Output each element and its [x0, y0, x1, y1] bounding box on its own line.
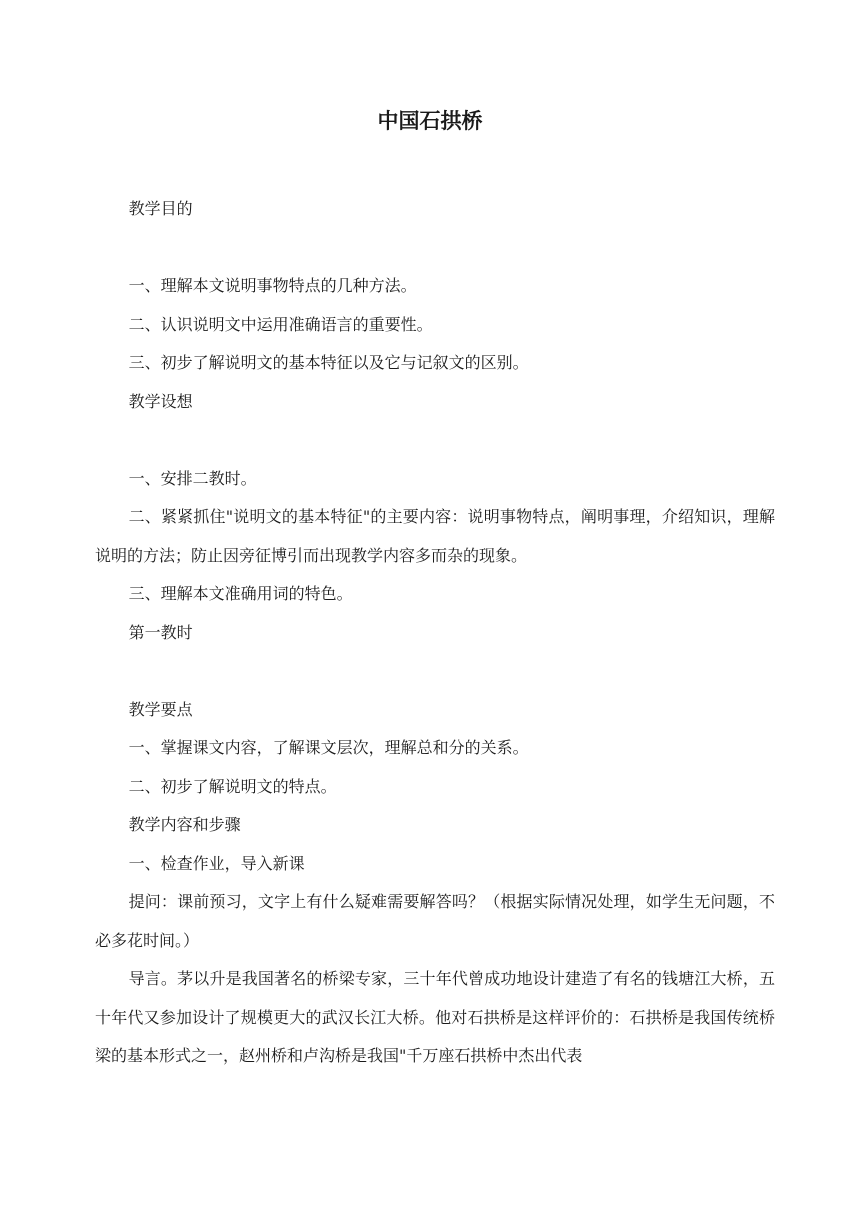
paragraph: 二、紧紧抓住"说明文的基本特征"的主要内容：说明事物特点，阐明事理，介绍知识，理解说明的方法；防止因旁征博引而出现教学内容多而杂的现象。	[95, 507, 775, 565]
paragraph: 二、认识说明文中运用准确语言的重要性。	[128, 314, 433, 334]
section-heading-key-points: 教学要点	[128, 699, 193, 719]
section-heading-content-steps: 教学内容和步骤	[128, 815, 241, 834]
section-heading-teaching-plan: 教学设想	[128, 391, 193, 411]
paragraph: 三、理解本文准确用词的特色。	[128, 584, 353, 603]
blank-line	[95, 652, 775, 691]
section-heading-teaching-goals: 教学目的	[128, 199, 193, 218]
paragraph: 导言。茅以升是我国著名的桥梁专家，三十年代曾成功地设计建造了有名的钱塘江大桥，五十年代又参加设计了规模更大的武汉长江大桥。他对石拱桥是这样评价的：石拱桥是我国传统桥梁的基本形式之一，赵州桥和卢沟桥是我国"千万座石拱桥中杰出代表	[95, 969, 775, 1065]
paragraph: 三、初步了解说明文的基本特征以及它与记叙文的区别。	[128, 353, 529, 372]
blank-line	[95, 229, 775, 268]
paragraph: 一、安排二教时。	[128, 468, 257, 488]
paragraph: 提问：课前预习，文字上有什么疑难需要解答吗？（根据实际情况处理，如学生无问题，不必多花时间。）	[95, 892, 775, 950]
document-body	[95, 190, 775, 1076]
section-heading-first-lesson: 第一教时	[128, 622, 193, 642]
paragraph: 二、初步了解说明文的特点。	[128, 776, 337, 796]
paragraph: 一、理解本文说明事物特点的几种方法。	[128, 276, 417, 295]
paragraph: 一、检查作业，导入新课	[128, 853, 305, 873]
document-title: 中国石拱桥	[377, 109, 483, 133]
blank-line	[95, 421, 775, 460]
paragraph: 一、掌握课文内容，了解课文层次，理解总和分的关系。	[128, 738, 529, 757]
